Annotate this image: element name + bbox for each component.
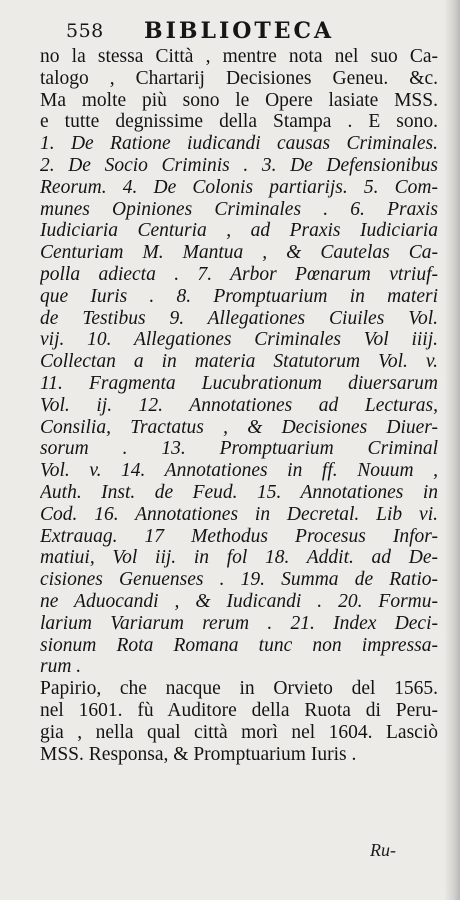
text-line: Vol. ij. 12. Annotationes ad Lecturas, (40, 394, 438, 416)
text-line: cisiones Genuenses . 19. Summa de Ratio- (40, 569, 438, 591)
text-line: Iudiciaria Centuria , ad Praxis Iudiciaria (40, 220, 438, 242)
page-number: 558 (66, 20, 104, 42)
running-title: BIBLIOTECA (144, 18, 335, 44)
text-line: polla adiecta . 7. Arbor Pœnarum vtriuf- (40, 263, 438, 285)
page-header (66, 18, 366, 44)
text-line: Centuriam M. Mantua , & Cautelas Ca- (40, 242, 438, 264)
text-line: Consilia, Tractatus , & Decisiones Diuer- (40, 416, 438, 438)
text-line: vij. 10. Allegationes Criminales Vol iiij. (40, 329, 438, 351)
text-line: 11. Fragmenta Lucubrationum diuersarum (40, 372, 438, 394)
text-line: Reorum. 4. De Colonis partiarijs. 5. Com- (40, 176, 438, 198)
text-line: de Testibus 9. Allegationes Ciuiles Vol. (40, 307, 438, 329)
text-line: Cod. 16. Annotationes in Decretal. Lib vi. (40, 503, 438, 525)
catchword: Ru- (370, 840, 396, 860)
text-line: nel 1601. fù Auditore della Ruota di Peru- (40, 699, 438, 721)
text-line: talogo , Chartarij Decisiones Geneu. &c. (40, 67, 438, 89)
page-edge-shadow (444, 0, 460, 900)
text-line: larium Variarum rerum . 21. Index Deci- (40, 612, 438, 634)
text-line: matiui, Vol iij. in fol 18. Addit. ad De- (40, 547, 438, 569)
text-line: Auth. Inst. de Feud. 15. Annotationes in (40, 481, 438, 503)
text-line: gia , nella qual città morì nel 1604. Lasciò (40, 721, 438, 743)
text-line: e tutte degnissime della Stampa . E sono. (40, 111, 438, 133)
text-line: que Iuris . 8. Promptuarium in materi (40, 285, 438, 307)
text-line: 2. De Socio Criminis . 3. De Defensionibus (40, 154, 438, 176)
text-line: Ma molte più sono le Opere lasiate MSS. (40, 89, 438, 111)
text-line: Vol. v. 14. Annotationes in ff. Nouum , (40, 460, 438, 482)
text-line: sionum Rota Romana tunc non impressa- (40, 634, 438, 656)
text-line: ne Aduocandi , & Iudicandi . 20. Formu- (40, 590, 438, 612)
text-line: rum . (40, 656, 82, 678)
text-line: Collectan a in materia Statutorum Vol. v. (40, 351, 438, 373)
text-line: Papirio, che nacque in Orvieto del 1565. (40, 678, 438, 700)
text-line: 1. De Ratione iudicandi causas Criminales. (40, 133, 438, 155)
body-text (40, 46, 438, 765)
text-line: MSS. Responsa, & Promptuarium Iuris . (40, 743, 357, 765)
text-line: Extrauag. 17 Methodus Procesus Infor- (40, 525, 438, 547)
text-line: no la stessa Città , mentre nota nel suo Ca- (40, 46, 438, 67)
text-line: munes Opiniones Criminales . 6. Praxis (40, 198, 438, 220)
text-line: sorum . 13. Promptuarium Criminal (40, 438, 438, 460)
